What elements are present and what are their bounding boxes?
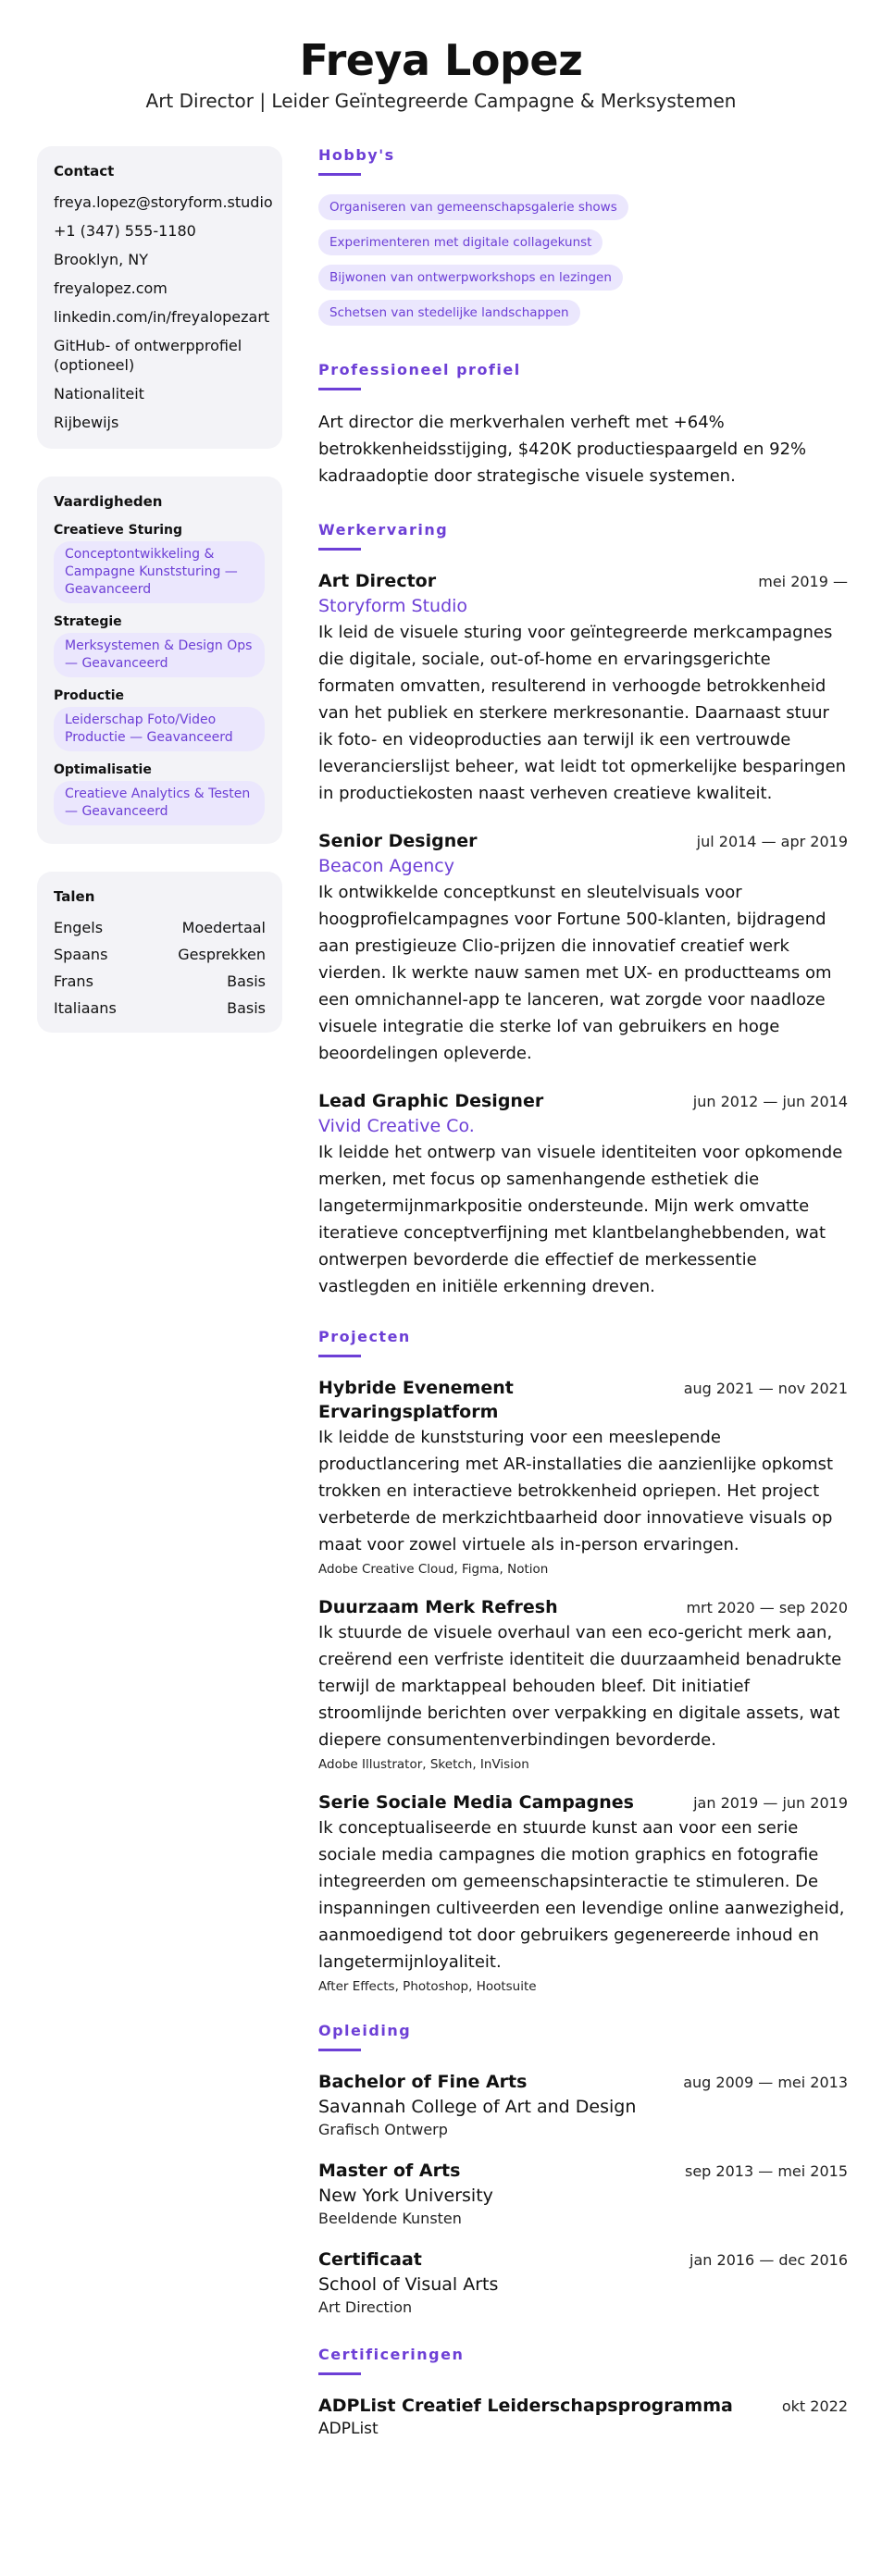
section-title: Certificeringen: [318, 2346, 465, 2363]
project-tools: Adobe Creative Cloud, Figma, Notion: [318, 1562, 549, 1577]
job-role: Senior Designer: [318, 831, 478, 851]
project-date: aug 2021 — nov 2021: [683, 1380, 848, 1397]
hobby-pill: Bijwonen van ontwerpworkshops en lezingen: [318, 265, 623, 291]
contact-license: Rijbewijs: [54, 414, 119, 431]
job-company: Storyform Studio: [318, 596, 468, 616]
language-name: Italiaans: [54, 999, 117, 1017]
experience-entry: [318, 1089, 848, 1300]
sidebar: [37, 146, 282, 1060]
section-title: Projecten: [318, 1328, 411, 1345]
certification-date: okt 2022: [781, 2397, 848, 2415]
project-date: mrt 2020 — sep 2020: [686, 1599, 848, 1616]
section-title: Hobby's: [318, 146, 395, 164]
skill-group: [54, 614, 266, 677]
job-company: Beacon Agency: [318, 856, 454, 876]
job-date: jun 2012 — jun 2014: [692, 1093, 848, 1110]
job-role: Art Director: [318, 571, 437, 591]
language-level: Basis: [227, 972, 266, 990]
job-date: mei 2019 —: [758, 573, 848, 590]
language-name: Engels: [54, 919, 104, 936]
profile-summary: Art director die merkverhalen verheft met +64% betrokkenheidsstijging, $420K productiespaargeld en 92% kadraadoptie door strategische visuele systemen.: [318, 413, 807, 486]
languages-card: [37, 872, 282, 1033]
skills-card: [37, 477, 282, 844]
certifications-section: [318, 2346, 848, 2440]
language-level: Gesprekken: [178, 946, 266, 963]
hobby-pill: Organiseren van gemeenschapsgalerie shows: [318, 194, 628, 220]
skill-pill: Leiderschap Foto/Video Productie — Geavanceerd: [54, 707, 265, 751]
project-date: jan 2019 — jun 2019: [693, 1794, 848, 1812]
job-description: Ik leidde het ontwerp van visuele identiteiten voor opkomende merken, met focus op samenhangende esthetiek die langetermijnmarkpositie ondersteunde. Mijn werk omvatte iteratieve conceptverfijning met klantbelanghebbenden, wat ontwerpen bevorderde die effectief de merkessentie vastlegden en initiële erkenning dreven.: [318, 1143, 843, 1296]
project-tools: Adobe Illustrator, Sketch, InVision: [318, 1757, 529, 1772]
project-name: Serie Sociale Media Campagnes: [318, 1792, 634, 1813]
language-name: Frans: [54, 972, 93, 990]
experience-entry: [318, 829, 848, 1067]
section-divider: [318, 388, 361, 390]
degree-date: jan 2016 — dec 2016: [689, 2251, 848, 2269]
degree-name: Certificaat: [318, 2249, 422, 2270]
degree-date: sep 2013 — mei 2015: [685, 2162, 848, 2180]
skill-pill: Merksystemen & Design Ops — Geavanceerd: [54, 633, 265, 677]
skills-title: Vaardigheden: [54, 493, 163, 510]
projects-section: [318, 1328, 848, 1994]
education-entry: [318, 2070, 848, 2140]
contact-nationality: Nationaliteit: [54, 385, 144, 402]
section-title: Professioneel profiel: [318, 361, 521, 378]
section-divider: [318, 548, 361, 551]
section-divider: [318, 2049, 361, 2051]
candidate-subtitle: Art Director | Leider Geïntegreerde Campagne & Merksystemen: [145, 90, 737, 112]
study-field: Grafisch Ontwerp: [318, 2121, 448, 2138]
skill-group-title: Strategie: [54, 614, 122, 629]
degree-name: Master of Arts: [318, 2161, 461, 2181]
skill-group-title: Productie: [54, 688, 125, 703]
language-row: [54, 998, 266, 1018]
project-entry: [318, 1790, 848, 1994]
skill-group: [54, 523, 266, 603]
project-name: Hybride Evenement Ervaringsplatform: [318, 1378, 514, 1422]
contact-github: GitHub- of ontwerpprofiel (optioneel): [54, 337, 242, 374]
hobby-pill: Schetsen van stedelijke landschappen: [318, 300, 580, 326]
project-entry: [318, 1595, 848, 1772]
skill-group-title: Creatieve Sturing: [54, 523, 183, 538]
contact-location: Brooklyn, NY: [54, 251, 149, 268]
study-field: Art Direction: [318, 2298, 413, 2316]
main-content: [318, 146, 848, 2471]
experience-section: [318, 521, 848, 1300]
education-section: [318, 2022, 848, 2318]
languages-title: Talen: [54, 888, 95, 905]
project-name: Duurzaam Merk Refresh: [318, 1597, 558, 1617]
study-field: Beeldende Kunsten: [318, 2210, 462, 2227]
skill-group-title: Optimalisatie: [54, 762, 152, 777]
section-divider: [318, 1355, 361, 1357]
job-description: Ik leid de visuele sturing voor geïntegreerde merkcampagnes die digitale, sociale, out-of-home en ervaringsgerichte formaten omvatten, resulterend in verhoogde betrokkenheid van het publiek en sterkere merkresonantie. Daarnaast stuur ik foto- en videoproducties aan terwijl ik een vertrouwde leverancierslijst beheer, wat leidt tot opmerkelijke besparingen in productiekosten naast verheven creatieve kwaliteit.: [318, 623, 847, 803]
language-level: Basis: [227, 999, 266, 1017]
skill-pill: Conceptontwikkeling & Campagne Kunststuring — Geavanceerd: [54, 541, 265, 603]
project-description: Ik stuurde de visuele overhaul van een eco-gericht merk aan, creërend een verfriste identiteit die duurzaamheid benadrukte terwijl de marktappeal behouden bleef. Dit initiatief stroomlijnde berichten over verpakking en digitale assets, wat diepere consumentenverbindingen bevorderde.: [318, 1623, 842, 1750]
school-name: Savannah College of Art and Design: [318, 2097, 637, 2117]
contact-title: Contact: [54, 163, 115, 180]
project-tools: After Effects, Photoshop, Hootsuite: [318, 1979, 537, 1994]
project-description: Ik leidde de kunststuring voor een meeslepende productlancering met AR-installaties die aanzienlijke opkomst trokken en interactieve betrokkenheid opriepen. Het project verbeterde de merkzichtbaarheid door innovatieve visuals op maat voor zowel virtuele als in-person ervaringen.: [318, 1428, 834, 1554]
experience-entry: [318, 569, 848, 807]
certification-name: ADPList Creatief Leiderschapsprogramma: [318, 2396, 733, 2416]
job-description: Ik ontwikkelde conceptkunst en sleutelvisuals voor hoogprofielcampagnes voor Fortune 500-klanten, bijdragend aan prestigieuze Clio-prijzen die innovatief creatief werk vierden. Ik werkte nauw samen met UX- en productteams om een omnichannel-app te lanceren, wat zorgde voor naadloze visuele integratie die sterke lof van gebruikers en hoge beoordelingen opleverde.: [318, 883, 832, 1063]
education-entry: [318, 2159, 848, 2229]
language-row: [54, 945, 266, 964]
certification-entry: [318, 2394, 848, 2440]
degree-name: Bachelor of Fine Arts: [318, 2072, 528, 2092]
profile-section: [318, 361, 848, 489]
school-name: School of Visual Arts: [318, 2274, 499, 2295]
skill-pill: Creatieve Analytics & Testen — Geavanceerd: [54, 781, 265, 825]
degree-date: aug 2009 — mei 2013: [683, 2074, 848, 2091]
contact-linkedin[interactable]: linkedin.com/in/freyalopezart: [54, 308, 270, 326]
contact-website[interactable]: freyalopez.com: [54, 279, 168, 297]
school-name: New York University: [318, 2186, 493, 2206]
resume-header: [0, 0, 882, 139]
language-row: [54, 972, 266, 991]
contact-phone[interactable]: +1 (347) 555-1180: [54, 222, 196, 240]
contact-email[interactable]: freya.lopez@storyform.studio: [54, 193, 273, 211]
section-title: Opleiding: [318, 2022, 412, 2039]
contact-card: [37, 146, 282, 449]
hobby-pill: Experimenteren met digitale collagekunst: [318, 229, 602, 255]
language-name: Spaans: [54, 946, 108, 963]
skill-group: [54, 762, 266, 825]
candidate-name: Freya Lopez: [299, 35, 583, 85]
section-divider: [318, 2372, 361, 2375]
job-role: Lead Graphic Designer: [318, 1091, 544, 1111]
hobbies-section: [318, 146, 848, 335]
job-date: jul 2014 — apr 2019: [696, 833, 848, 850]
section-title: Werkervaring: [318, 521, 449, 539]
language-level: Moedertaal: [181, 919, 266, 936]
project-entry: [318, 1376, 848, 1577]
skill-group: [54, 688, 266, 751]
section-divider: [318, 173, 361, 176]
certification-issuer: ADPList: [318, 2420, 379, 2438]
job-company: Vivid Creative Co.: [318, 1116, 475, 1136]
project-description: Ik conceptualiseerde en stuurde kunst aan voor een serie sociale media campagnes die motion graphics en fotografie integreerden om gemeenschapsinteractie te stimuleren. De inspanningen cultiveerden een levendige online aanwezigheid, aanmoedigend tot door gebruikers gegenereerde inhoud en langetermijnloyaliteit.: [318, 1818, 845, 1972]
language-row: [54, 918, 266, 937]
education-entry: [318, 2248, 848, 2318]
